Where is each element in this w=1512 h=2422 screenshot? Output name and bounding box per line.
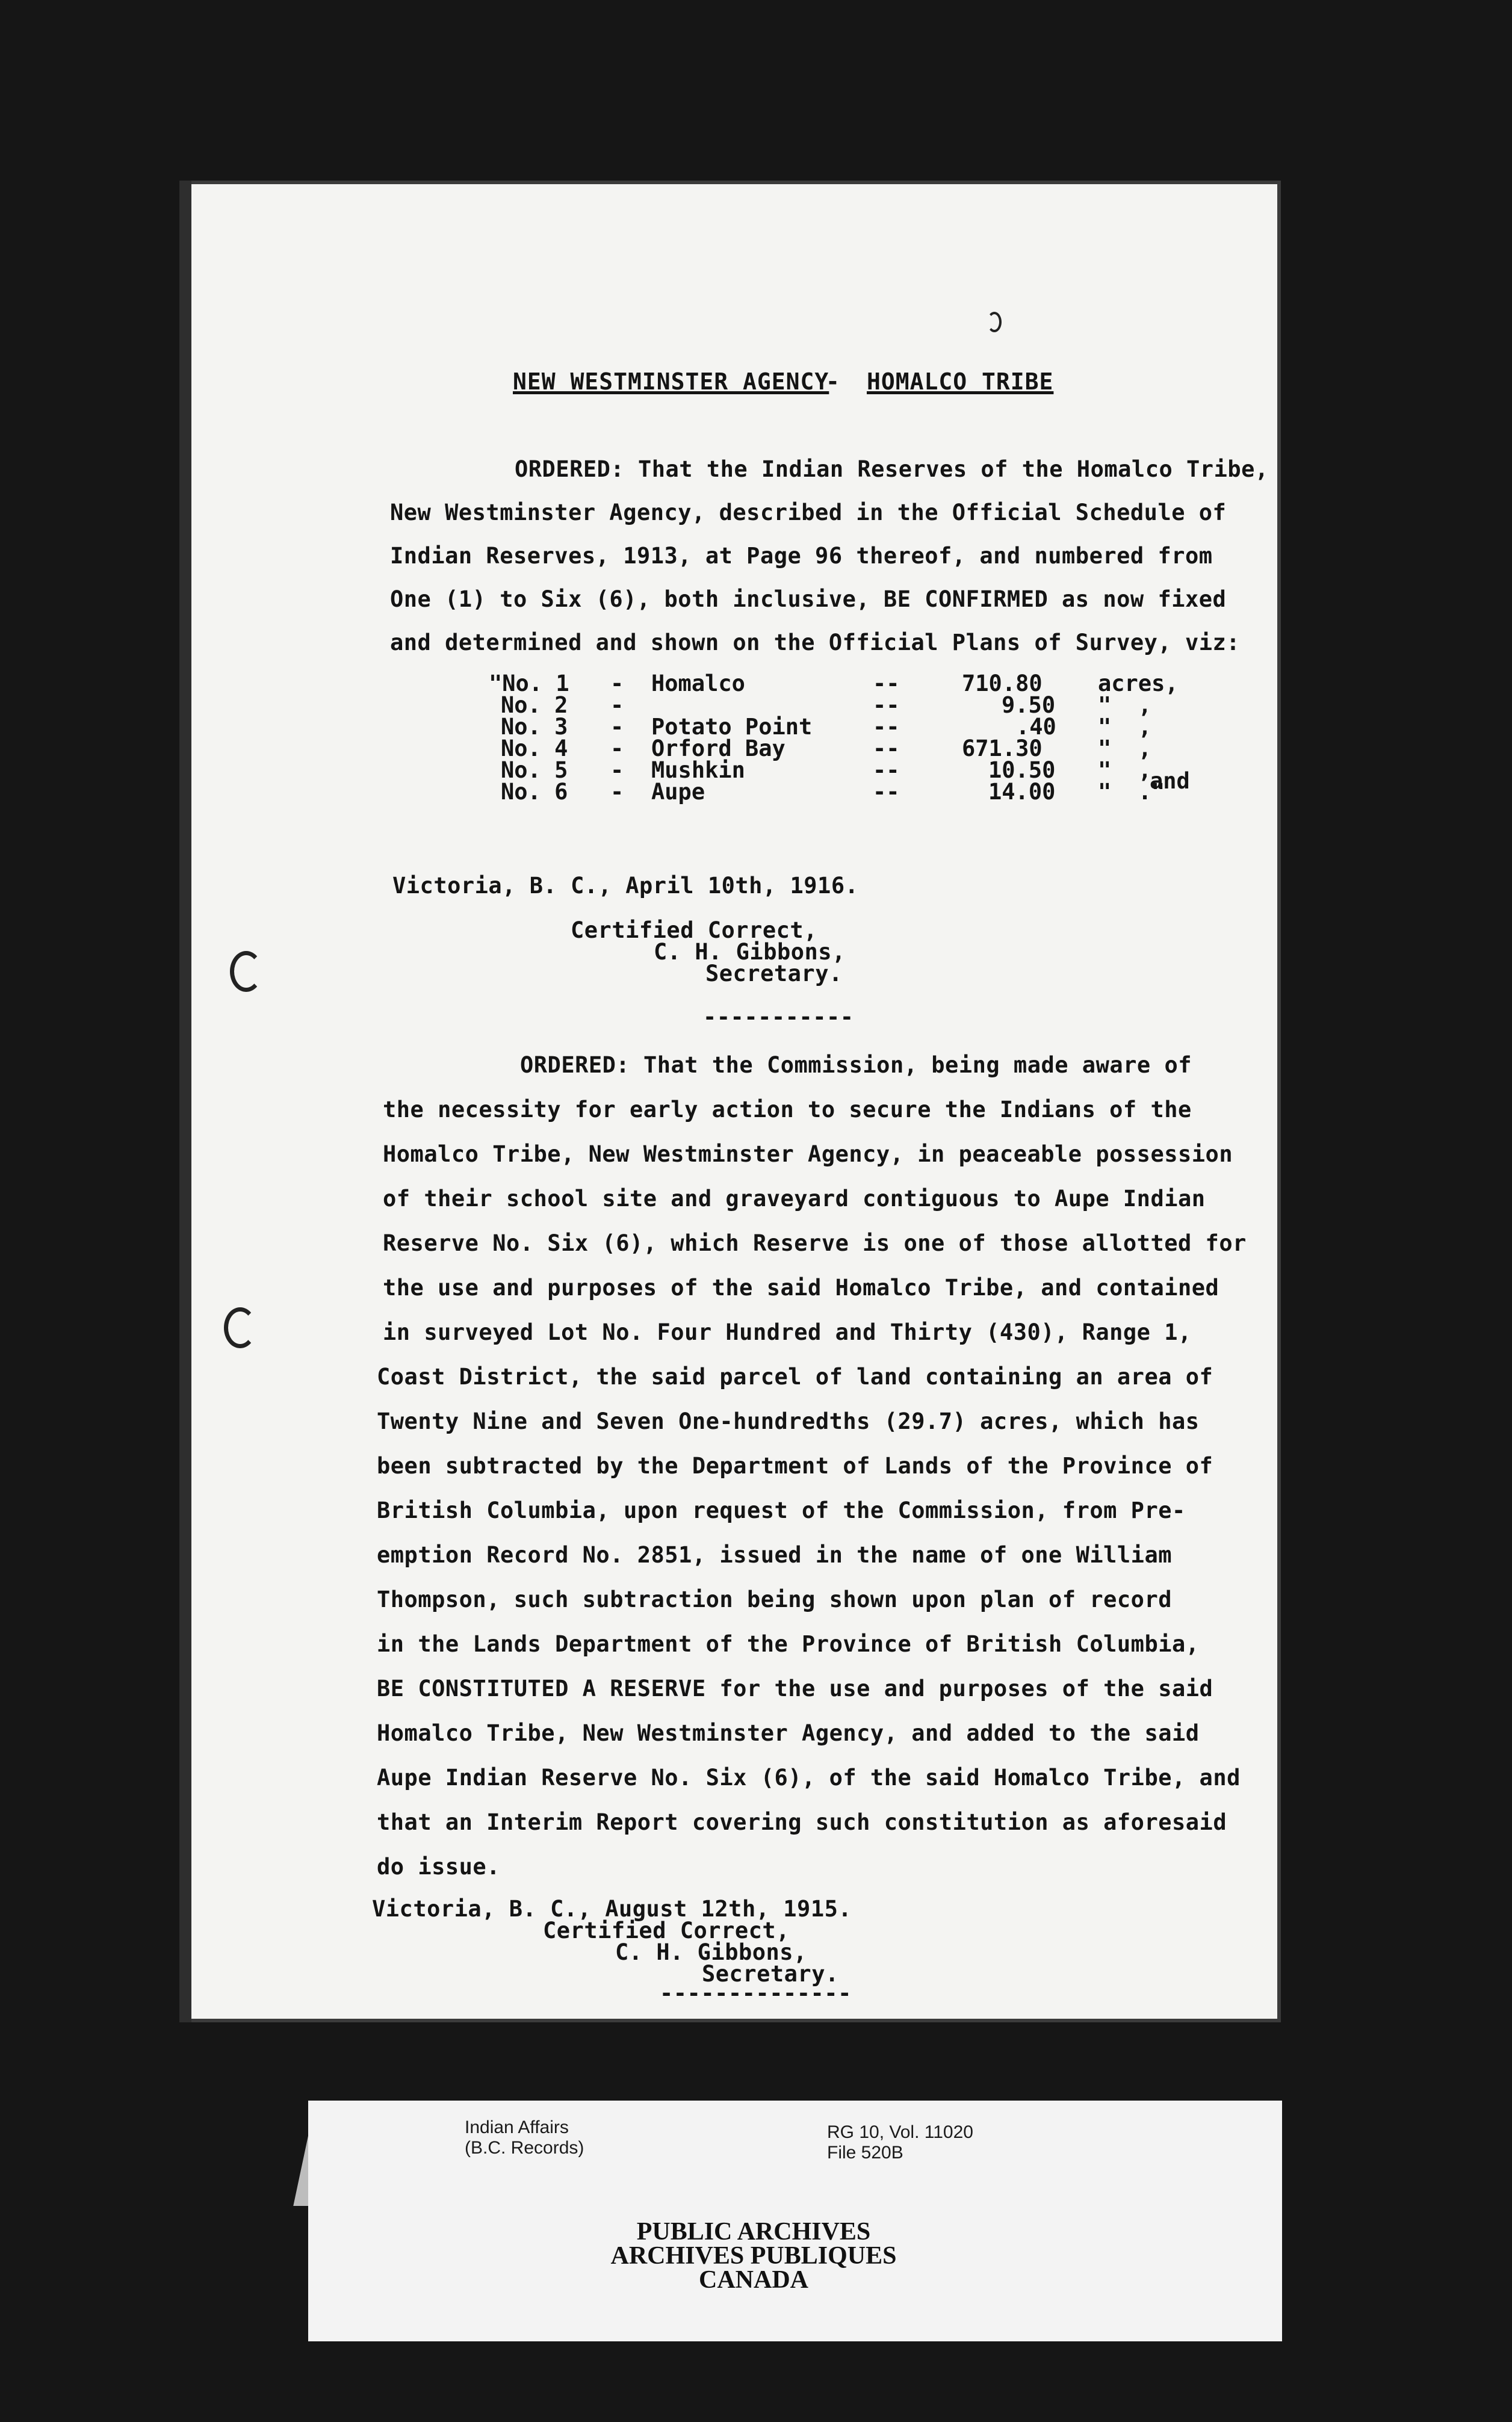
order2-line: Homalco Tribe, New Westminster Agency, and added to the said	[377, 1720, 1200, 1746]
signatory-name-2: C. H. Gibbons,	[615, 1939, 807, 1965]
reserve-sep: --	[873, 736, 900, 761]
reserve-area: .40	[1016, 714, 1056, 740]
order2-line: of their school site and graveyard contiguous to Aupe Indian	[383, 1186, 1206, 1212]
dateline-2: Victoria, B. C., August 12th, 1915.	[372, 1896, 852, 1922]
archives-stamp	[543, 2220, 964, 2292]
reserve-dash: -	[610, 714, 624, 740]
reserve-name: Potato Point	[651, 714, 813, 740]
reserve-number: No. 3	[501, 714, 568, 740]
certified-correct-2: Certified Correct,	[543, 1918, 790, 1943]
reserve-dash: -	[610, 757, 624, 783]
order2-line: BE CONSTITUTED A RESERVE for the use and purposes of the said	[377, 1676, 1213, 1702]
order2-line: British Columbia, upon request of the Commission, from Pre-	[377, 1497, 1186, 1523]
order1-line: One (1) to Six (6), both inclusive, BE CONFIRMED as now fixed	[390, 586, 1227, 612]
order2-line: Thompson, such subtraction being shown upon plan of record	[377, 1587, 1173, 1612]
reserve-number: No. 6	[501, 779, 568, 805]
reserve-number: No. 5	[501, 757, 568, 783]
order2-line: emption Record No. 2851, issued in the name of one William	[377, 1542, 1173, 1568]
reserve-number: No. 2	[501, 692, 568, 718]
reserve-unit: " ."	[1098, 779, 1165, 805]
label-file-number: File 520B	[827, 2143, 903, 2163]
order2-line: that an Interim Report covering such constitution as aforesaid	[377, 1809, 1227, 1835]
label-fonds-name: Indian Affairs	[465, 2117, 569, 2137]
reserve-dash: -	[610, 779, 624, 805]
heading-separator: -	[826, 368, 840, 395]
stamp-line: CANADA	[699, 2266, 808, 2294]
order2-line: the use and purposes of the said Homalco Tribe, and contained	[383, 1275, 1219, 1301]
order1-line: and determined and shown on the Official Plans of Survey, viz:	[390, 630, 1241, 655]
signatory-name-1: C. H. Gibbons,	[654, 939, 846, 965]
divider-1: -----------	[703, 1004, 854, 1030]
order2-line: in the Lands Department of the Province of British Columbia,	[377, 1631, 1200, 1657]
reserve-dash: -	[610, 671, 624, 696]
reserve-area: 671.30	[962, 736, 1043, 761]
page-mark	[987, 312, 1002, 332]
order1-line: Indian Reserves, 1913, at Page 96 thereof, and numbered from	[390, 543, 1213, 569]
order2-line: Reserve No. Six (6), which Reserve is one of those allotted for	[383, 1230, 1247, 1256]
reserve-number: No. 4	[501, 736, 568, 761]
order2-line: do issue.	[377, 1854, 500, 1880]
reserve-area: 9.50	[1002, 692, 1056, 718]
reserve-name: Mushkin	[651, 757, 745, 783]
order2-line: Aupe Indian Reserve No. Six (6), of the said Homalco Tribe, and	[377, 1765, 1241, 1791]
heading-tribe: HOMALCO TRIBE	[867, 368, 1054, 395]
reserve-area: 710.80	[962, 671, 1043, 696]
reserve-unit: acres,	[1098, 671, 1179, 696]
order2-line: the necessity for early action to secure the Indians of the	[383, 1097, 1192, 1123]
punch-hole-upper	[230, 951, 262, 992]
order2-line: Coast District, the said parcel of land containing an area of	[377, 1364, 1213, 1390]
reserve-number: "No. 1	[489, 671, 569, 696]
reserve-area: 10.50	[988, 757, 1056, 783]
label-fonds-sub: (B.C. Records)	[465, 2138, 584, 2158]
reserve-unit: " ,	[1098, 757, 1152, 783]
reserve-name: Orford Bay	[651, 736, 785, 761]
stamp-line: ARCHIVES PUBLIQUES	[610, 2242, 897, 2270]
reserve-name: Homalco	[651, 671, 745, 696]
reserve-sep: --	[873, 779, 900, 805]
signatory-title-1: Secretary.	[705, 961, 843, 986]
reserves-and: and	[1150, 768, 1190, 794]
order1-line: New Westminster Agency, described in the Official Schedule of	[390, 500, 1227, 525]
reserve-unit: " ,	[1098, 714, 1152, 740]
certified-correct-1: Certified Correct,	[571, 917, 817, 943]
page-left-edge	[179, 181, 191, 2022]
order2-line: been subtracted by the Department of Lands of the Province of	[377, 1453, 1213, 1479]
dateline-1: Victoria, B. C., April 10th, 1916.	[392, 873, 859, 899]
reserve-sep: --	[873, 692, 900, 718]
reserve-unit: " ,	[1098, 692, 1152, 718]
signatory-title-2: Secretary.	[702, 1961, 839, 1987]
order2-line: Homalco Tribe, New Westminster Agency, in peaceable possession	[383, 1141, 1233, 1167]
order2-line: Twenty Nine and Seven One-hundredths (29.7) acres, which has	[377, 1408, 1200, 1434]
reserve-dash: -	[610, 736, 624, 761]
reserve-unit: " ,	[1098, 736, 1152, 761]
stamp-line: PUBLIC ARCHIVES	[636, 2218, 871, 2246]
punch-hole-lower	[224, 1307, 256, 1348]
divider-2: --------------	[660, 1980, 852, 2006]
reserve-sep: --	[873, 757, 900, 783]
label-record-group: RG 10, Vol. 11020	[827, 2122, 973, 2142]
heading-agency: NEW WESTMINSTER AGENCY	[513, 368, 829, 395]
order2-line: ORDERED: That the Commission, being made aware of	[520, 1052, 1192, 1078]
reserve-dash: -	[610, 692, 624, 718]
order1-line: ORDERED: That the Indian Reserves of the Homalco Tribe,	[515, 456, 1269, 482]
reserve-sep: --	[873, 671, 900, 696]
archive-label-card	[308, 2101, 1282, 2341]
reserve-name: Aupe	[651, 779, 705, 805]
order2-line: in surveyed Lot No. Four Hundred and Thirty (430), Range 1,	[383, 1319, 1192, 1345]
reserve-sep: --	[873, 714, 900, 740]
reserve-area: 14.00	[988, 779, 1056, 805]
